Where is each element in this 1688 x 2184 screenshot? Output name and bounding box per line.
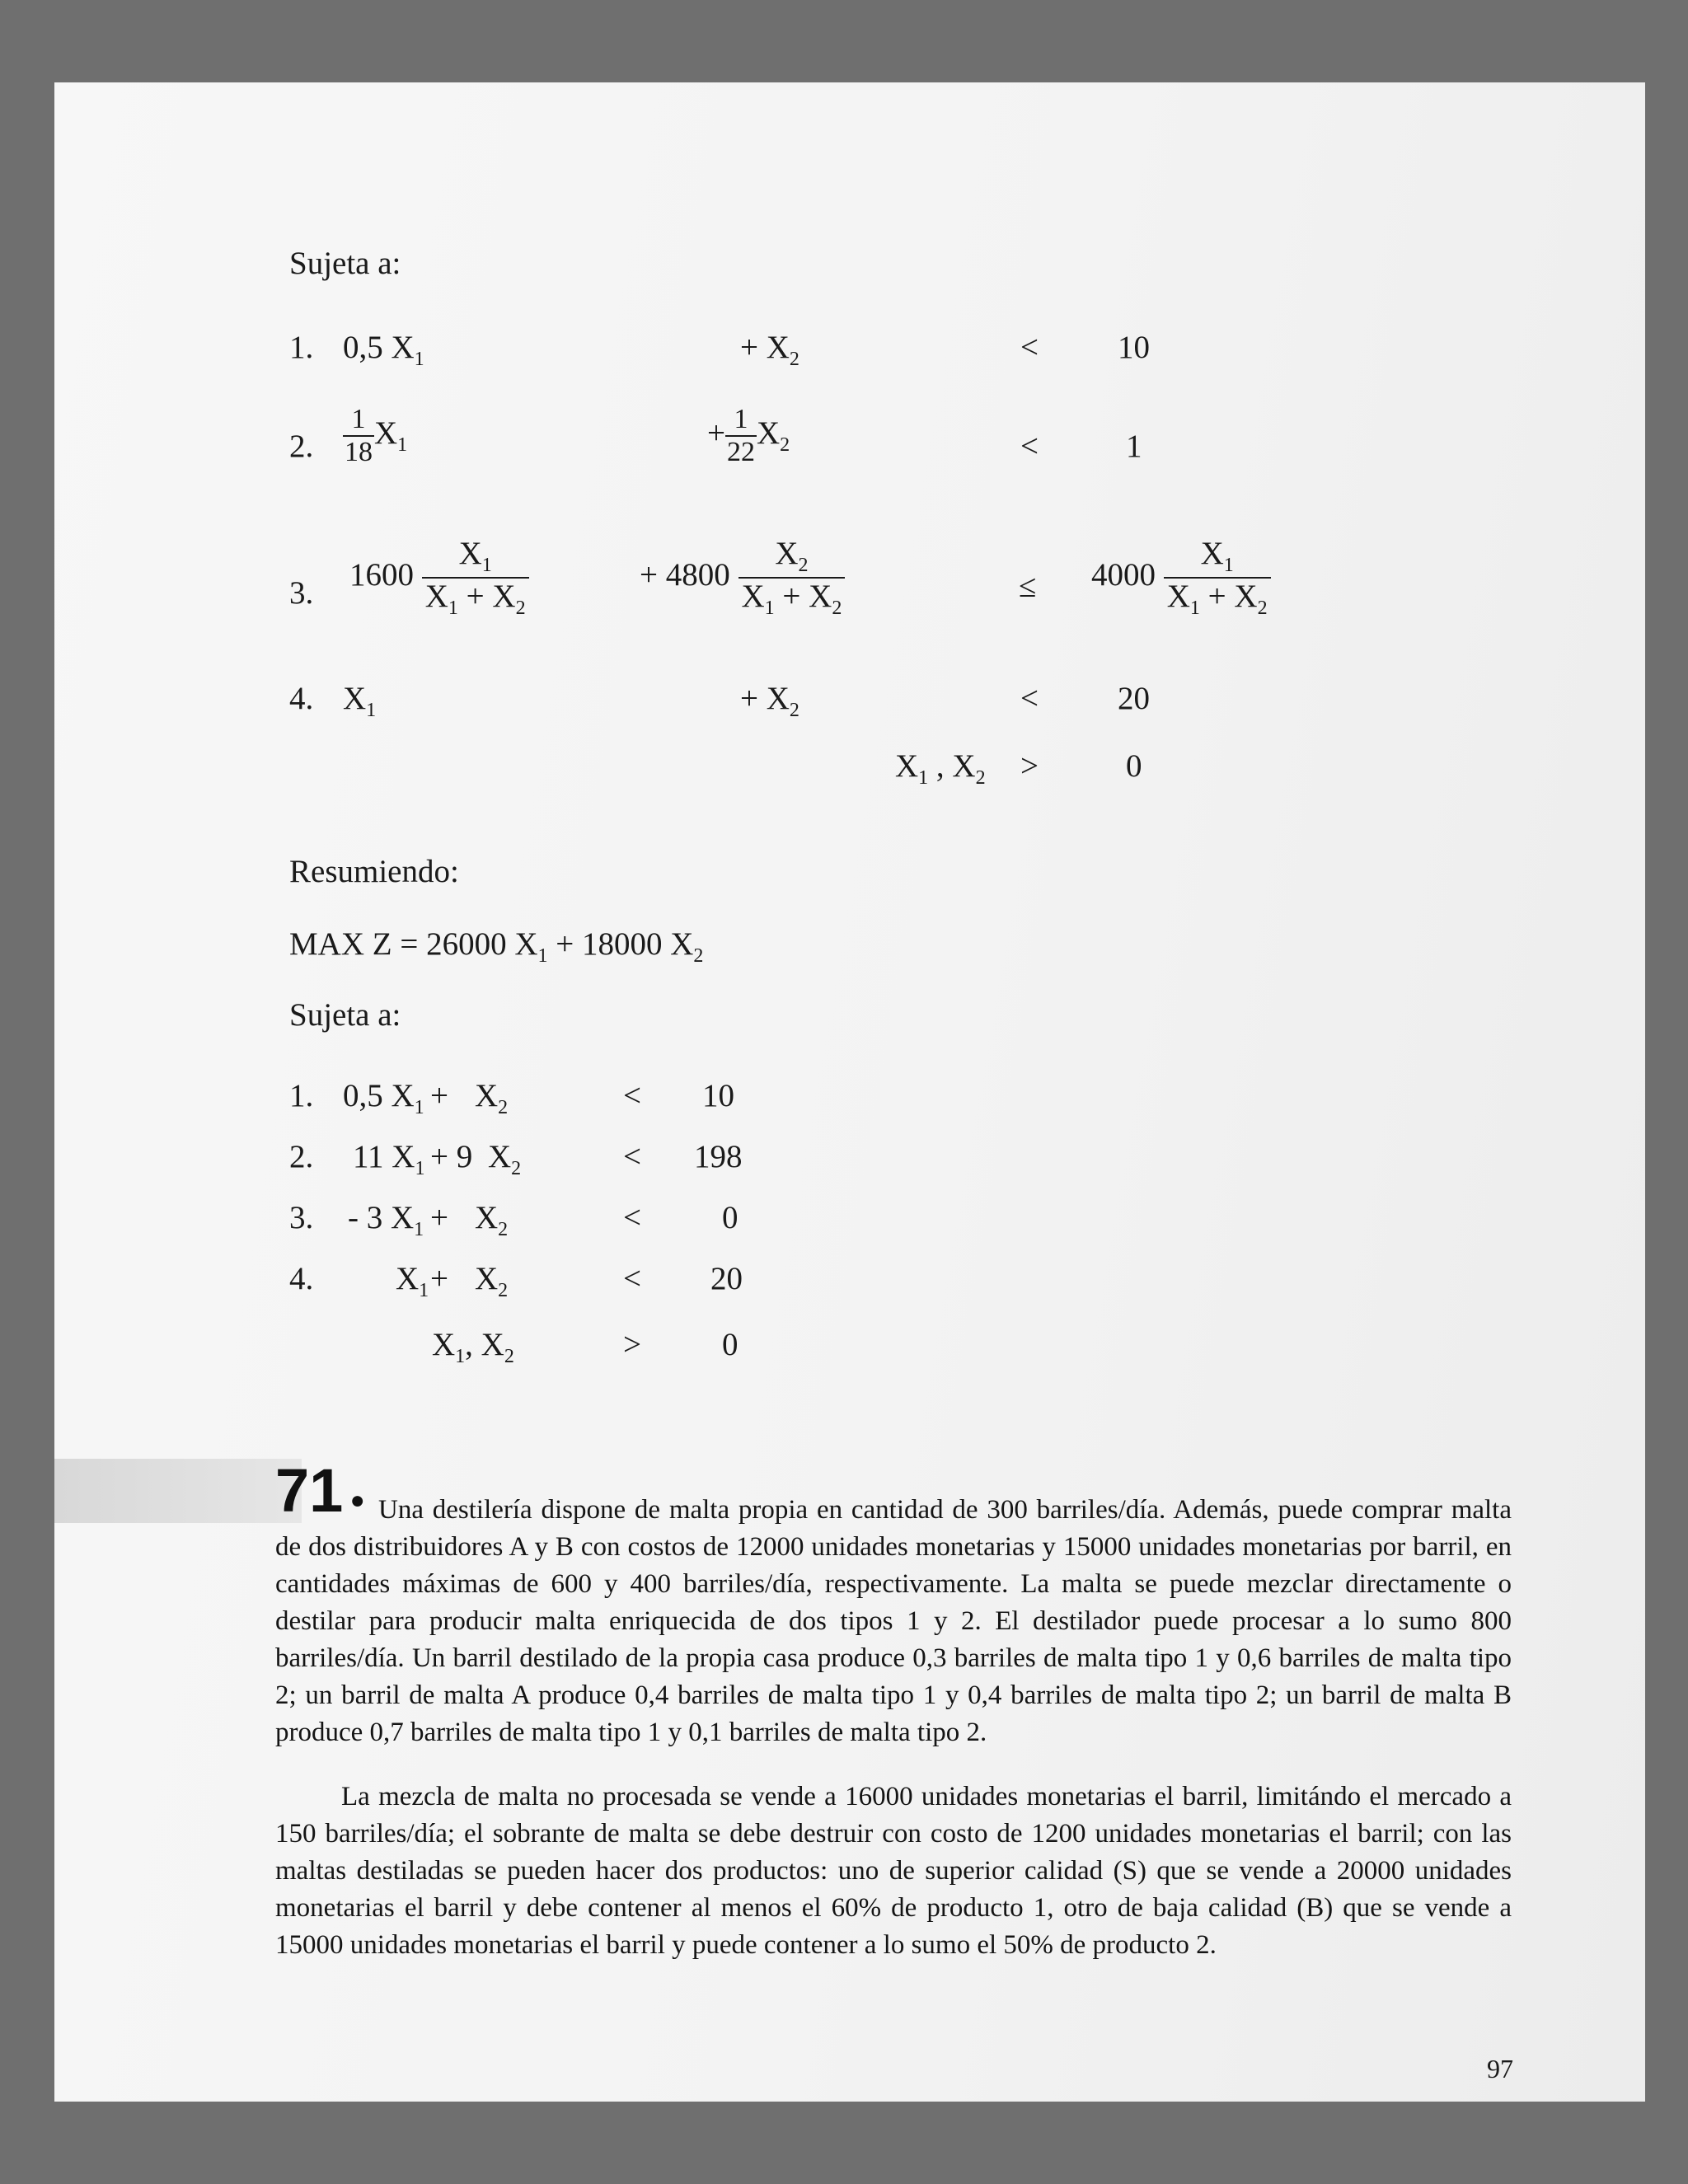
constraint-term-1: 0,5 $X_1$: [343, 330, 424, 370]
summary-label: Resumiendo:: [289, 854, 459, 889]
constraint-operator: +: [430, 1078, 448, 1113]
page-number: 97: [1487, 2054, 1513, 2083]
constraint-number: 2.: [289, 1139, 314, 1174]
constraint-term-2: $X_2$: [475, 1200, 509, 1240]
constraint-term-2: $X_2$: [488, 1139, 522, 1179]
constraint-term-1: $X_1$: [396, 1261, 429, 1301]
constraint-rhs: 10: [702, 1078, 734, 1113]
constraint-term-2: $X_2$: [475, 1078, 509, 1118]
constraint-relation: <: [623, 1078, 641, 1113]
constraint-rhs: 10: [1118, 330, 1150, 365]
constraint-term-2: + $\frac{1}{22}$ $X_2$: [707, 404, 790, 467]
constraint-term-2: $X_2$: [475, 1261, 509, 1301]
objective-function: MAX Z = 26000 $X_1 + 18000$ $X_2$: [289, 926, 704, 967]
section-band: [54, 1459, 302, 1523]
constraint-number: 4.: [289, 681, 314, 716]
constraint-term-1: 0,5 $X_1$: [343, 1078, 424, 1118]
constraint-term-1: 1600 $\frac{X_1}{X_1 + X_2}$: [349, 537, 529, 618]
constraint-number: 1.: [289, 1078, 314, 1113]
constraint-rhs: 198: [694, 1139, 743, 1174]
summary-subject-to-label: Sujeta a:: [289, 997, 401, 1033]
constraint-number: 1.: [289, 330, 314, 365]
constraint-term-1: $\frac{1}{18}$ $X_1$: [345, 404, 408, 467]
constraint-term-1: 11 $X_1$: [353, 1139, 425, 1179]
nonneg-variables: $X_1$ , $X_2$: [895, 748, 986, 789]
constraint-relation: <: [1020, 681, 1039, 716]
constraint-relation: <: [623, 1139, 641, 1174]
constraint-term-2: + $X_2$: [740, 681, 799, 721]
constraint-relation: <: [1020, 330, 1039, 365]
problem-paragraph-1: Una destilería dispone de malta propia en cantidad de 300 barriles/día. Además, puede comprar malta de dos distribuidores A y B con costos de 12000 unidades monetarias y 15000 unidades monetarias por barril, en cantidades máximas de 600 y 400 barriles/día, respectivamente. La malta se puede mezclar directamente o destilar para producir malta enriquecida de dos tipos 1 y 2. El destilador puede procesar a lo sumo 800 barriles/día. Un barril destilado de la propia casa produce 0,3 barriles de malta tipo 1 y 0,6 barriles de malta tipo 2; un barril de malta A produce 0,4 barriles de malta tipo 1 y 0,4 barriles de malta tipo 2; un barril de malta B produce 0,7 barriles de malta tipo 1 y 0,1 barriles de malta tipo 2.: [275, 1495, 1512, 1747]
constraint-relation: <: [1020, 429, 1039, 464]
constraint-rhs: 20: [1118, 681, 1150, 716]
constraint-rhs: 20: [710, 1261, 743, 1296]
constraint-rhs: 0: [722, 1200, 738, 1235]
constraint-number: 4.: [289, 1261, 314, 1296]
constraint-relation: ≤: [1019, 569, 1037, 604]
constraint-term-1: $X_1$: [343, 681, 377, 721]
constraint-operator: +: [430, 1200, 448, 1235]
constraint-term-1: - 3 $X_1$: [348, 1200, 424, 1240]
constraint-rhs: 4000 $\frac{X_1}{X_1 + X_2}$: [1091, 537, 1271, 618]
constraint-number: 2.: [289, 429, 314, 464]
problem-paragraph-2: La mezcla de malta no procesada se vende a 16000 unidades monetarias el barril, limitándo el mercado a 150 barriles/día; el sobrante de malta se debe destruir con costo de 1200 unidades monetarias el barril; con las maltas destiladas se pueden hacer dos productos: uno de superior calidad (S) que se vende a 20000 unidades monetarias el barril y debe contener al menos el 60% de producto 1, otro de baja calidad (B) que se vende a 15000 unidades monetarias el barril y puede contener a lo sumo el 50% de producto 2.: [275, 1782, 1512, 1960]
book-page: [54, 82, 1645, 2102]
constraint-number: 3.: [289, 1200, 314, 1235]
constraint-term-2: + 4800 $\frac{X_2}{X_1 + X_2}$: [640, 537, 845, 618]
constraint-relation: <: [623, 1200, 641, 1235]
nonneg-rhs: 0: [722, 1327, 738, 1362]
constraint-operator: + 9: [430, 1139, 473, 1174]
nonneg-relation: >: [1020, 748, 1039, 784]
constraint-rhs: 1: [1126, 429, 1142, 464]
subject-to-label: Sujeta a:: [289, 246, 401, 281]
nonneg-rhs: 0: [1126, 748, 1142, 784]
problem-number: 71 ●: [275, 1456, 365, 1525]
constraint-term-2: + $X_2$: [740, 330, 799, 370]
constraint-relation: <: [623, 1261, 641, 1296]
nonneg-variables: $X_1$, $X_2$: [432, 1327, 514, 1367]
constraint-number: 3.: [289, 575, 314, 611]
nonneg-relation: >: [623, 1327, 641, 1362]
constraint-operator: +: [430, 1261, 448, 1296]
